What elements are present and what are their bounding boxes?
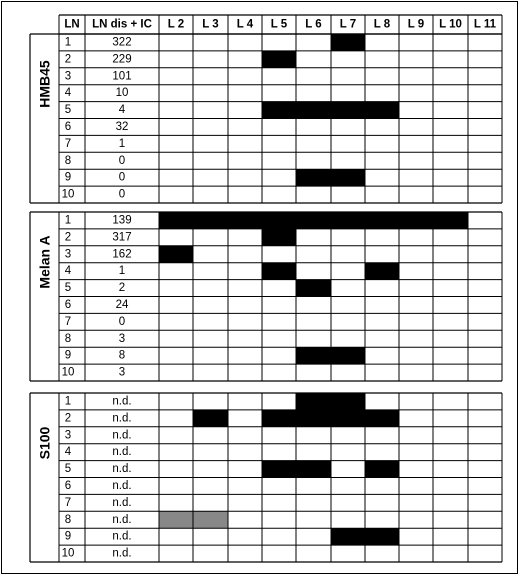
ln-dis-value: 3 bbox=[118, 332, 126, 345]
ln-dis-value: 139 bbox=[112, 214, 132, 227]
ln-dis-value: 8 bbox=[118, 349, 126, 362]
expression-cell-melan-a-ln1-l6 bbox=[296, 212, 331, 229]
ln-dis-value: n.d. bbox=[112, 530, 132, 543]
ln-number: 10 bbox=[61, 366, 75, 379]
expression-cell-melan-a-ln1-l8 bbox=[365, 212, 399, 229]
expression-cell-melan-a-ln4-l8 bbox=[365, 263, 399, 280]
expression-cell-melan-a-ln4-l5 bbox=[262, 263, 296, 280]
expression-cell-s100-ln9-l7 bbox=[331, 528, 365, 545]
expression-cell-hmb45-ln5-l5 bbox=[262, 102, 296, 119]
ln-dis-value: n.d. bbox=[112, 479, 132, 492]
ln-dis-value: 3 bbox=[118, 366, 126, 379]
ln-dis-value: n.d. bbox=[112, 513, 132, 526]
expression-cell-melan-a-ln9-l7 bbox=[331, 347, 365, 364]
expression-cell-melan-a-ln1-l5 bbox=[262, 212, 296, 229]
ln-dis-value: 0 bbox=[118, 154, 126, 167]
expression-cell-hmb45-ln5-l8 bbox=[365, 102, 399, 119]
ln-dis-value: 24 bbox=[115, 298, 129, 311]
expression-cell-s100-ln2-l3 bbox=[193, 410, 228, 427]
header-level-3: L 3 bbox=[202, 18, 219, 31]
expression-cell-s100-ln5-l5 bbox=[262, 461, 296, 478]
ln-dis-value: 10 bbox=[115, 87, 129, 100]
header-level-8: L 8 bbox=[373, 18, 391, 31]
header-level-2: L 2 bbox=[167, 18, 185, 31]
header-ln-dis: LN dis + IC bbox=[92, 18, 152, 31]
header-level-11: L 11 bbox=[473, 18, 497, 31]
section-label: HMB45 bbox=[36, 60, 53, 108]
ln-number: 5 bbox=[64, 282, 72, 295]
ln-number: 3 bbox=[64, 248, 72, 261]
ln-dis-value: 229 bbox=[112, 53, 132, 66]
header-level-10: L 10 bbox=[439, 18, 462, 31]
ln-dis-value: n.d. bbox=[112, 429, 132, 442]
expression-cell-hmb45-ln9-l7 bbox=[331, 169, 365, 186]
ln-number: 9 bbox=[64, 349, 72, 362]
header-ln: LN bbox=[64, 18, 80, 31]
ln-number: 8 bbox=[64, 332, 72, 345]
expression-cell-melan-a-ln1-l2 bbox=[159, 212, 193, 229]
section-label: Melan A bbox=[36, 235, 53, 289]
header-level-5: L 5 bbox=[270, 18, 288, 31]
ln-dis-value: n.d. bbox=[112, 412, 132, 425]
expression-cell-s100-ln2-l6 bbox=[296, 410, 331, 427]
ln-dis-value: 1 bbox=[118, 265, 126, 278]
expression-cell-melan-a-ln3-l2 bbox=[159, 246, 193, 263]
ln-number: 1 bbox=[64, 395, 72, 408]
expression-cell-s100-ln5-l8 bbox=[365, 461, 399, 478]
ln-dis-value: n.d. bbox=[112, 395, 132, 408]
ln-number: 4 bbox=[64, 446, 72, 459]
ln-number: 1 bbox=[64, 214, 72, 227]
expression-cell-melan-a-ln1-l9 bbox=[399, 212, 433, 229]
ln-dis-value: n.d. bbox=[112, 496, 132, 509]
ln-number: 10 bbox=[61, 188, 75, 201]
ln-number: 5 bbox=[64, 104, 72, 117]
ln-number: 1 bbox=[64, 36, 72, 49]
ln-dis-value: 0 bbox=[118, 188, 126, 201]
expression-cell-melan-a-ln1-l4 bbox=[228, 212, 262, 229]
ln-number: 2 bbox=[64, 412, 72, 425]
expression-cell-s100-ln5-l6 bbox=[296, 461, 331, 478]
ln-dis-value: 0 bbox=[118, 315, 126, 328]
expression-cell-hmb45-ln5-l7 bbox=[331, 102, 365, 119]
ln-dis-value: 322 bbox=[112, 36, 132, 49]
ln-number: 3 bbox=[64, 429, 72, 442]
ln-dis-value: n.d. bbox=[112, 547, 132, 560]
expression-cell-s100-ln8-l2 bbox=[159, 511, 193, 528]
ln-dis-value: n.d. bbox=[112, 446, 132, 459]
expression-cell-s100-ln8-l3 bbox=[193, 511, 228, 528]
ln-number: 10 bbox=[61, 547, 75, 560]
expression-cell-hmb45-ln5-l6 bbox=[296, 102, 331, 119]
expression-cell-melan-a-ln1-l3 bbox=[193, 212, 228, 229]
expression-cell-s100-ln2-l8 bbox=[365, 410, 399, 427]
expression-cell-melan-a-ln1-l7 bbox=[331, 212, 365, 229]
header-level-9: L 9 bbox=[407, 18, 425, 31]
header-level-7: L 7 bbox=[339, 18, 357, 31]
ln-number: 9 bbox=[64, 530, 72, 543]
ln-number: 3 bbox=[64, 70, 72, 83]
ln-dis-value: 101 bbox=[112, 70, 132, 83]
ln-dis-value: 317 bbox=[112, 231, 132, 244]
ln-number: 2 bbox=[64, 53, 72, 66]
ln-number: 5 bbox=[64, 463, 72, 476]
expression-cell-melan-a-ln9-l6 bbox=[296, 347, 331, 364]
ln-dis-value: 32 bbox=[115, 120, 129, 133]
expression-cell-melan-a-ln5-l6 bbox=[296, 280, 331, 297]
expression-cell-melan-a-ln2-l5 bbox=[262, 229, 296, 246]
ln-number: 8 bbox=[64, 513, 72, 526]
ln-number: 6 bbox=[64, 298, 72, 311]
ln-number: 6 bbox=[64, 120, 72, 133]
expression-cell-hmb45-ln1-l7 bbox=[331, 34, 365, 51]
ln-dis-value: 4 bbox=[118, 104, 126, 117]
ln-number: 8 bbox=[64, 154, 72, 167]
header-level-4: L 4 bbox=[236, 18, 254, 31]
section-label: S100 bbox=[36, 426, 53, 460]
expression-cell-s100-ln2-l5 bbox=[262, 410, 296, 427]
header-level-6: L 6 bbox=[305, 18, 322, 31]
expression-cell-s100-ln9-l8 bbox=[365, 528, 399, 545]
ln-dis-value: n.d. bbox=[112, 463, 132, 476]
ln-number: 2 bbox=[64, 231, 72, 244]
ln-number: 4 bbox=[64, 265, 72, 278]
ln-number: 9 bbox=[64, 171, 72, 184]
ln-dis-value: 1 bbox=[118, 137, 126, 150]
ln-dis-value: 0 bbox=[118, 171, 126, 184]
expression-cell-s100-ln1-l6 bbox=[296, 393, 331, 410]
ln-number: 6 bbox=[64, 479, 72, 492]
expression-cell-s100-ln1-l7 bbox=[331, 393, 365, 410]
ln-number: 7 bbox=[64, 315, 72, 328]
ln-number: 7 bbox=[64, 137, 72, 150]
ln-dis-value: 2 bbox=[118, 282, 126, 295]
expression-cell-hmb45-ln2-l5 bbox=[262, 51, 296, 68]
expression-cell-melan-a-ln1-l10 bbox=[433, 212, 468, 229]
ln-number: 4 bbox=[64, 87, 72, 100]
ln-dis-value: 162 bbox=[112, 248, 132, 261]
expression-cell-s100-ln2-l7 bbox=[331, 410, 365, 427]
expression-cell-hmb45-ln9-l6 bbox=[296, 169, 331, 186]
ln-number: 7 bbox=[64, 496, 72, 509]
